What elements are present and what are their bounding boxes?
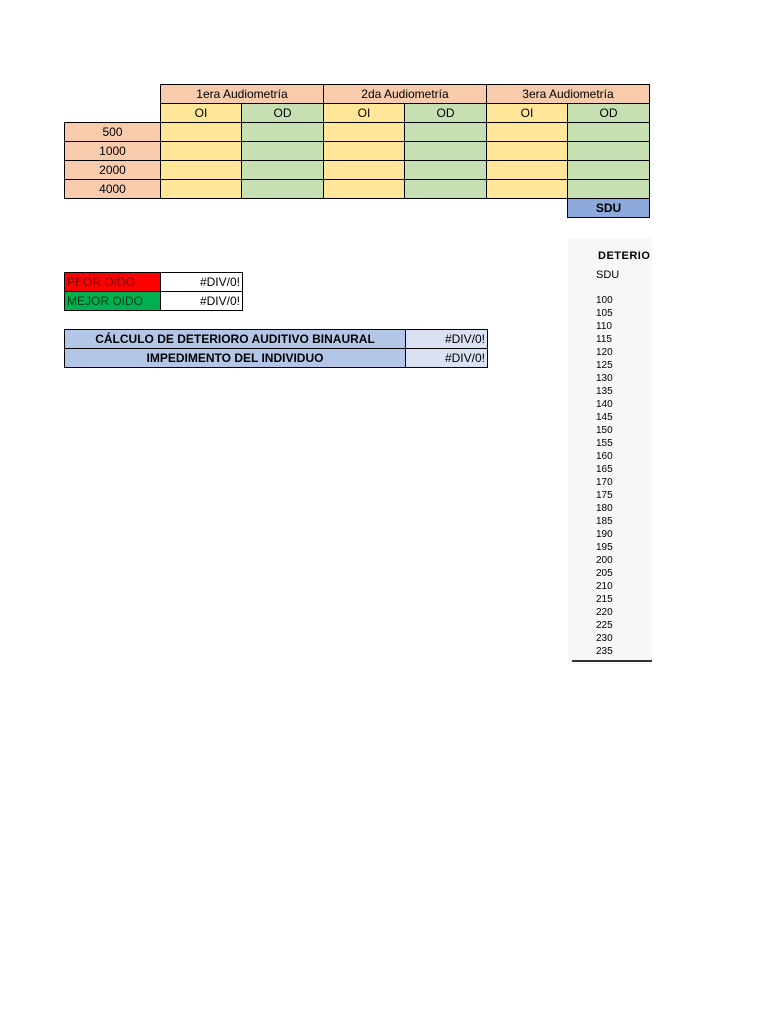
list-item: 115: [596, 334, 612, 345]
reference-column-header: SDU: [596, 269, 620, 281]
list-item: 145: [596, 412, 613, 423]
input-cell[interactable]: [161, 180, 242, 199]
table-row: [65, 161, 650, 180]
input-cell[interactable]: [405, 123, 487, 142]
frequency-500[interactable]: 500: [65, 123, 161, 142]
corner-cell: [65, 104, 161, 123]
reference-table-image: [568, 238, 652, 664]
ear-label-od-2[interactable]: OD: [405, 104, 487, 123]
ear-label-oi-2[interactable]: OI: [324, 104, 405, 123]
list-item: 175: [596, 490, 613, 501]
input-cell[interactable]: [324, 180, 405, 199]
frequency-2000[interactable]: 2000: [65, 161, 161, 180]
frequency-1000[interactable]: 1000: [65, 142, 161, 161]
list-item: 170: [596, 477, 613, 488]
input-cell[interactable]: [405, 142, 487, 161]
better-ear-label[interactable]: MEJOR OIDO: [65, 292, 161, 311]
list-item: 105: [596, 308, 613, 319]
binaural-deterioration-label[interactable]: CÁLCULO DE DETERIORO AUDITIVO BINAURAL: [65, 330, 406, 349]
ear-label-oi-1[interactable]: OI: [161, 104, 242, 123]
list-item: 180: [596, 503, 613, 514]
input-cell[interactable]: [487, 161, 568, 180]
input-cell[interactable]: [487, 142, 568, 161]
list-item: 205: [596, 568, 613, 579]
input-cell[interactable]: [161, 142, 242, 161]
reference-values: [596, 294, 613, 658]
binaural-calc-table: [64, 329, 488, 368]
input-cell[interactable]: [568, 161, 650, 180]
frequency-4000[interactable]: 4000: [65, 180, 161, 199]
table-row: [65, 123, 650, 142]
header-audiometry-1[interactable]: 1era Audiometría: [161, 85, 324, 104]
input-cell[interactable]: [324, 123, 405, 142]
input-cell[interactable]: [568, 123, 650, 142]
list-item: 210: [596, 581, 613, 592]
header-audiometry-3[interactable]: 3era Audiometría: [487, 85, 650, 104]
list-item: 185: [596, 516, 613, 527]
list-item: 150: [596, 425, 613, 436]
list-item: 110: [596, 321, 612, 332]
input-cell[interactable]: [161, 161, 242, 180]
list-item: 135: [596, 386, 613, 397]
individual-impairment-value[interactable]: #DIV/0!: [406, 349, 488, 368]
better-ear-value[interactable]: #DIV/0!: [161, 292, 243, 311]
audiometry-table: [64, 84, 650, 218]
input-cell[interactable]: [405, 180, 487, 199]
input-cell[interactable]: [242, 161, 324, 180]
list-item: 165: [596, 464, 613, 475]
list-item: 215: [596, 594, 613, 605]
header-audiometry-2[interactable]: 2da Audiometría: [324, 85, 487, 104]
input-cell[interactable]: [324, 161, 405, 180]
ear-label-od-3[interactable]: OD: [568, 104, 650, 123]
input-cell[interactable]: [568, 142, 650, 161]
input-cell[interactable]: [487, 123, 568, 142]
ear-label-oi-3[interactable]: OI: [487, 104, 568, 123]
reference-bottom-rule: [572, 660, 652, 662]
input-cell[interactable]: [487, 180, 568, 199]
table-row: [65, 180, 650, 199]
list-item: 195: [596, 542, 613, 553]
list-item: 140: [596, 399, 613, 410]
worse-ear-value[interactable]: #DIV/0!: [161, 273, 243, 292]
binaural-deterioration-value[interactable]: #DIV/0!: [406, 330, 488, 349]
ear-summary-table: [64, 272, 243, 311]
input-cell[interactable]: [242, 123, 324, 142]
worse-ear-label[interactable]: PEOR OIDO: [65, 273, 161, 292]
list-item: 100: [596, 295, 613, 306]
list-item: 160: [596, 451, 613, 462]
list-item: 190: [596, 529, 613, 540]
input-cell[interactable]: [405, 161, 487, 180]
list-item: 200: [596, 555, 613, 566]
corner-cell: [65, 85, 161, 104]
list-item: 130: [596, 373, 613, 384]
list-item: 230: [596, 633, 613, 644]
input-cell[interactable]: [161, 123, 242, 142]
list-item: 220: [596, 607, 613, 618]
input-cell[interactable]: [242, 180, 324, 199]
sdu-cell[interactable]: SDU: [568, 199, 650, 218]
individual-impairment-label[interactable]: IMPEDIMENTO DEL INDIVIDUO: [65, 349, 406, 368]
input-cell[interactable]: [324, 142, 405, 161]
list-item: 155: [596, 438, 613, 449]
ear-label-od-1[interactable]: OD: [242, 104, 324, 123]
list-item: 120: [596, 347, 613, 358]
input-cell[interactable]: [568, 180, 650, 199]
list-item: 235: [596, 646, 613, 657]
table-row: [65, 142, 650, 161]
input-cell[interactable]: [242, 142, 324, 161]
list-item: 125: [596, 360, 613, 371]
reference-title: DETERIO: [598, 250, 651, 262]
list-item: 225: [596, 620, 613, 631]
